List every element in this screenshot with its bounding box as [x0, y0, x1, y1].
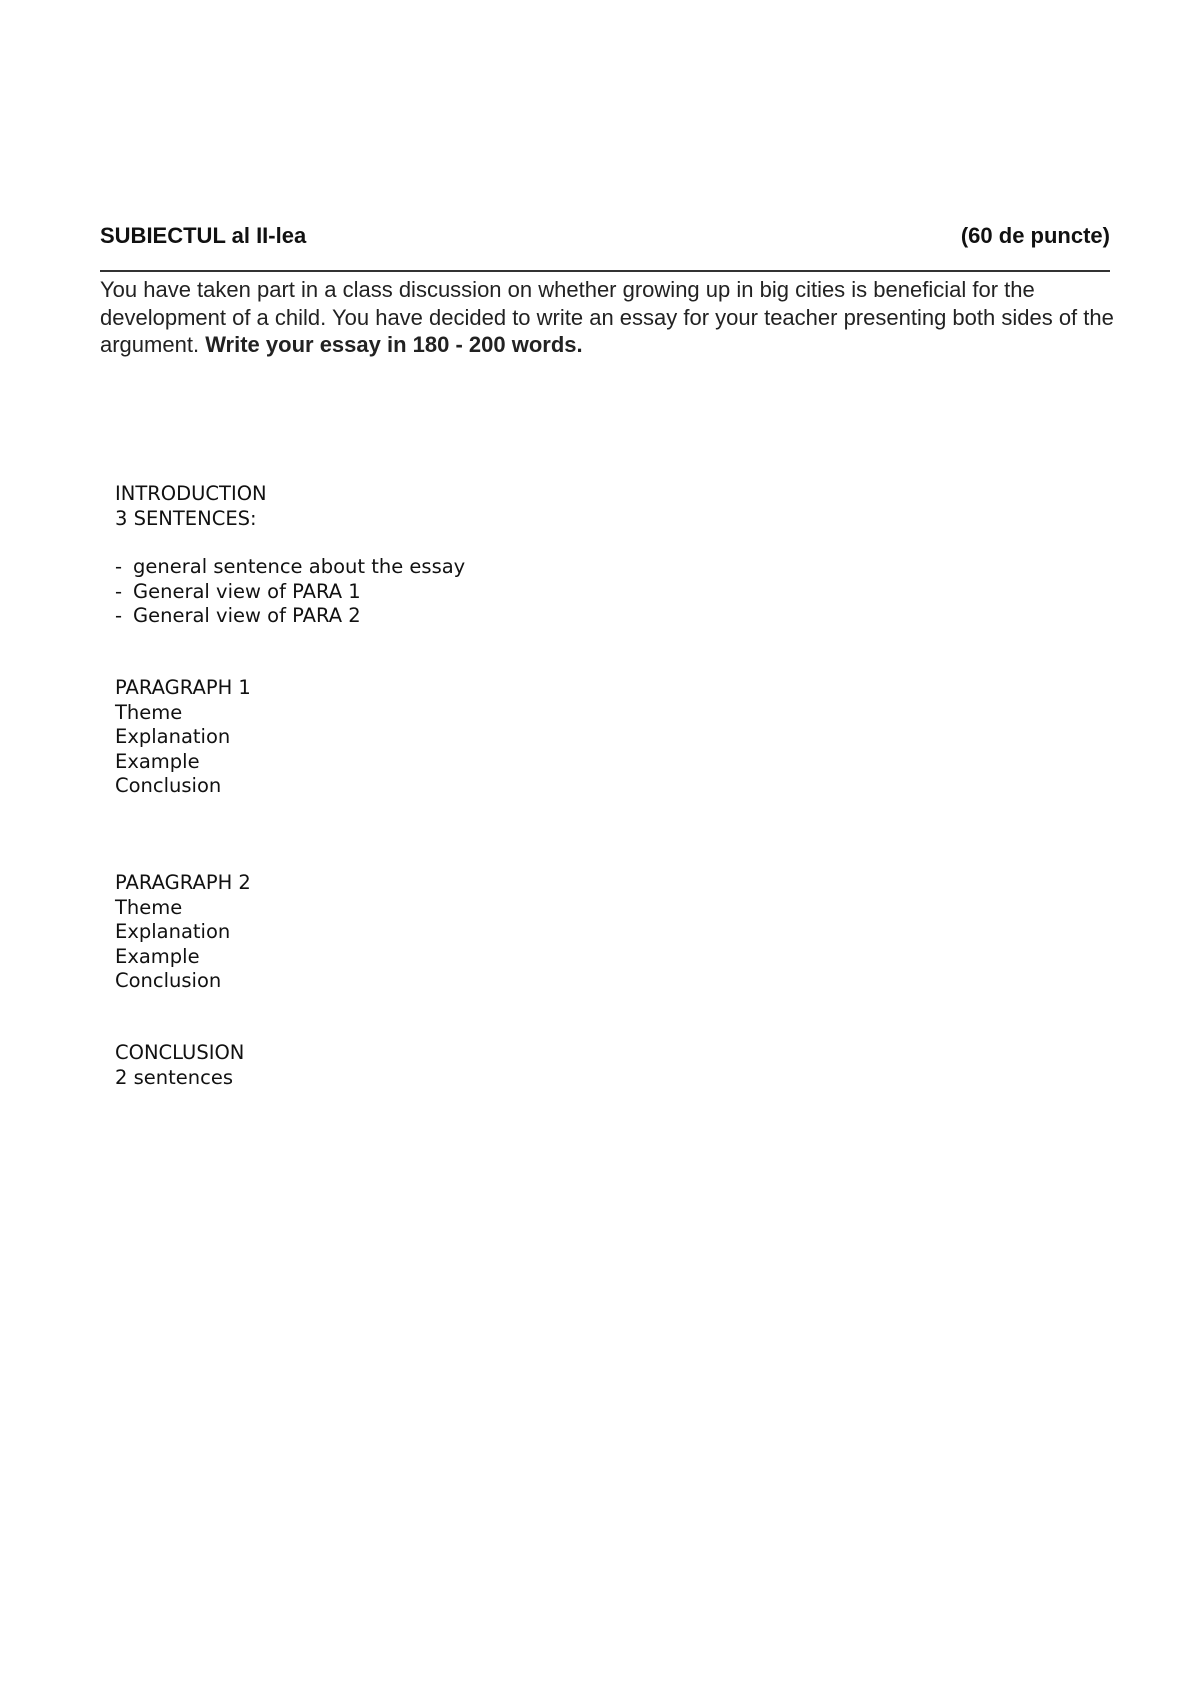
prompt-text: You have taken part in a class discussion on whether growing up in big cities is beneficial for the development of a child. You have decided to write an essay for your teacher presenting both sides of the argument. [100, 277, 1114, 357]
outline-introduction [115, 482, 267, 531]
list-item: - general sentence about the essay [115, 555, 466, 578]
paragraph-1-title: PARAGRAPH 1 [115, 676, 251, 699]
dash-marker: - [115, 555, 123, 578]
introduction-bullet-list [115, 555, 465, 629]
essay-prompt [100, 276, 1120, 359]
conclusion-subtitle: 2 sentences [115, 1065, 233, 1089]
outline-conclusion [115, 1041, 244, 1090]
outline-paragraph-2 [115, 871, 251, 994]
header-divider [100, 270, 1110, 272]
list-item: Conclusion [115, 774, 222, 797]
section-header [100, 218, 1110, 252]
list-item: - General view of PARA 1 [115, 579, 361, 603]
points-label: (60 de puncte) [960, 223, 1110, 248]
list-item: Example [115, 749, 200, 773]
list-item: Explanation [115, 920, 231, 943]
dash-marker: - [115, 604, 123, 627]
prompt-instruction: Write your essay in 180 - 200 words. [205, 332, 583, 357]
list-item: Theme [115, 895, 183, 919]
list-item: Theme [115, 700, 183, 724]
list-item: - General view of PARA 2 [115, 604, 361, 627]
outline-paragraph-1 [115, 676, 251, 799]
conclusion-title: CONCLUSION [115, 1041, 245, 1064]
list-item: Example [115, 944, 200, 968]
paragraph-2-title: PARAGRAPH 2 [115, 871, 251, 894]
list-item: Conclusion [115, 969, 222, 992]
list-item: Explanation [115, 725, 231, 748]
subject-title: SUBIECTUL al II-lea [100, 223, 307, 248]
dash-marker: - [115, 579, 123, 603]
introduction-title: INTRODUCTION [115, 482, 267, 505]
introduction-subtitle: 3 SENTENCES: [115, 506, 257, 530]
